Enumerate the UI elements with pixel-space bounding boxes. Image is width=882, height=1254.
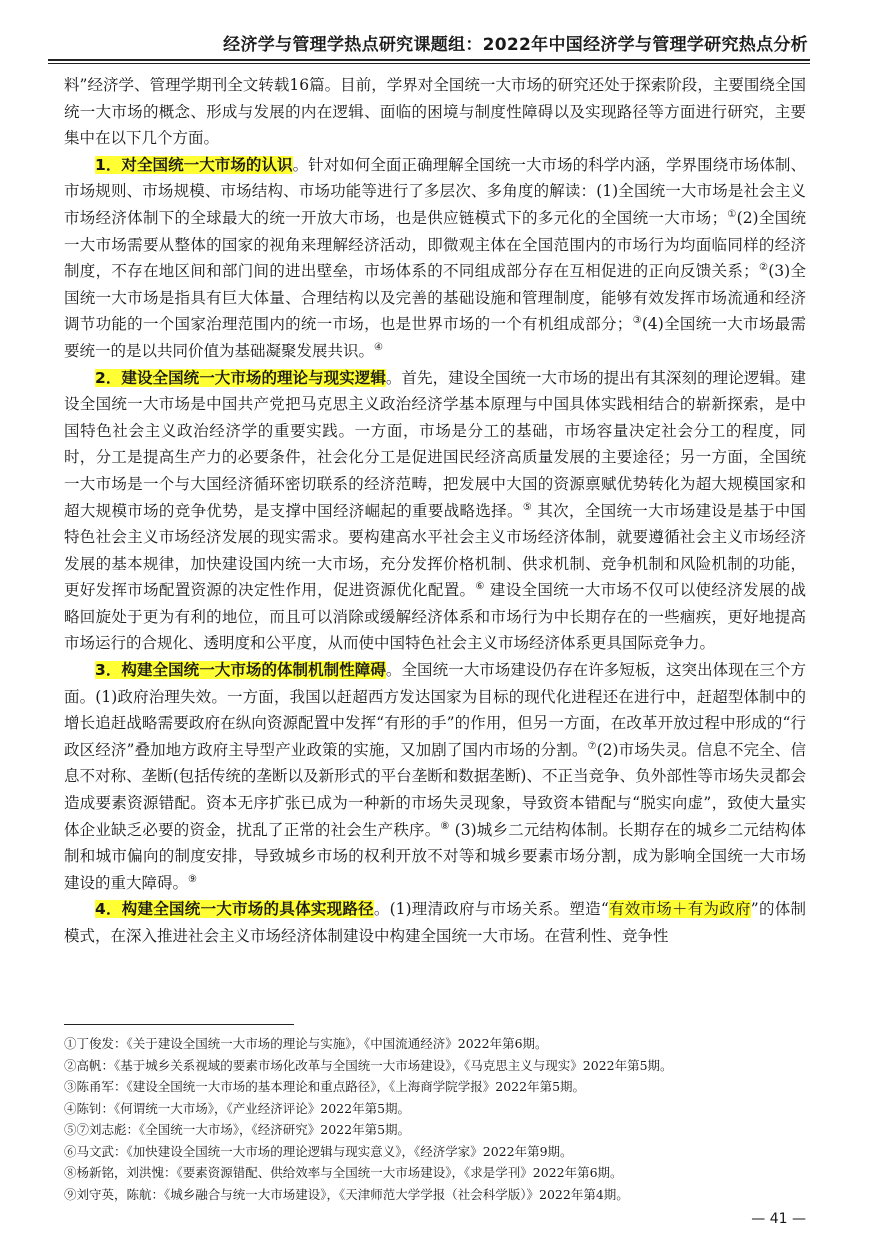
section-4-heading: 4．构建全国统一大市场的具体实现路径 bbox=[95, 900, 374, 919]
section-2-text-a: 。首先，建设全国统一大市场的提出有其深刻的理论逻辑。建设全国统一大市场是中国共产党把马克思主义政治经济学基本原理与中国具体实践相结合的崭新探索，是中国特色社会主义政治经济学的重要实践。一方面，市场是分工的基础，市场容量决定社会分工的程度，同时，分工是提高生产力的必要条件，社会化分工是促进国民经济高质量发展的主要途径；另一方面，全国统一大市场是一个与大国经济循环密切联系的经济范畴，把发展中大国的资源禀赋优势转化为超大规模国家和超大规模市场的竞争优势，是支撑中国经济崛起的重要战略选择。 bbox=[64, 368, 806, 520]
article-body bbox=[64, 72, 806, 950]
footnote-8: ⑨刘守英，陈航：《城乡融合与统一大市场建设》，《天津师范大学学报（社会科学版）》2022年第4期。 bbox=[64, 1186, 629, 1202]
intro-paragraph: 料”经济学、管理学期刊全文转载16篇。目前，学界对全国统一大市场的研究还处于探索阶段，主要围绕全国统一大市场的概念、形成与发展的内在逻辑、面临的困境与制度性障碍以及实现路径等方面进行研究，主要集中在以下几个方面。 bbox=[64, 76, 806, 148]
section-1-text-a: 。针对如何全面正确理解全国统一大市场的科学内涵，学界围绕市场体制、市场规则、市场规模、市场结构、市场功能等进行了多层次、多角度的解读：(1)全国统一大市场是社会主义市场经济体制下的全球最大的统一开放大市场，也是供应链模式下的多元化的全国统一大市场； bbox=[64, 155, 806, 227]
section-3-text-b: (2)市场失灵。信息不完全、信息不对称、垄断(包括传统的垄断以及新形式的平台垄断和数据垄断)、不正当竞争、负外部性等市场失灵都会造成要素资源错配。资本无序扩张已成为一种新的市场失灵现象，导致资本错配与“脱实向虚”，致使大量实体企业缺乏必要的资金，扰乱了正常的社会生产秩序。 bbox=[64, 740, 806, 839]
footnote-5: ⑤⑦刘志彪：《全国统一大市场》，《经济研究》2022年第5期。 bbox=[64, 1122, 411, 1137]
footnote-7: ⑧杨新铭，刘洪愧：《要素资源错配、供给效率与全国统一大市场建设》，《求是学刊》2022年第6期。 bbox=[64, 1165, 623, 1180]
footnotes bbox=[64, 1033, 806, 1205]
footnote-ref-2[interactable]: ② bbox=[758, 262, 769, 273]
section-1-text-b: (2)全国统一大市场需要从整体的国家的视角来理解经济活动，即微观主体在全国范围内的市场行为均面临同样的经济制度，不存在地区间和部门间的进出壁垒，市场体系的不同组成部分存在互相促进的正向反馈关系； bbox=[64, 208, 806, 281]
header-rule bbox=[48, 59, 810, 61]
section-2-heading: 2．建设全国统一大市场的理论与现实逻辑 bbox=[95, 368, 386, 387]
section-1-text-c: (3)全国统一大市场是指具有巨大体量、合理结构以及完善的基础设施和管理制度，能够有效发挥市场流通和经济调节功能的一个国家治理范围内的统一市场，也是世界市场的一个有机组成部分； bbox=[64, 262, 806, 334]
footnote-ref-5[interactable]: ⑤ bbox=[522, 501, 533, 513]
section-4-highlight: 有效市场＋有为政府 bbox=[608, 900, 751, 919]
running-header: 经济学与管理学热点研究课题组：2022年中国经济学与管理学研究热点分析 bbox=[223, 35, 808, 55]
footnote-ref-1[interactable]: ① bbox=[727, 208, 737, 220]
footnote-6: ⑥马文武：《加快建设全国统一大市场的理论逻辑与现实意义》，《经济学家》2022年第9期。 bbox=[64, 1143, 573, 1159]
section-4-text-a: 。(1)理清政府与市场关系。塑造“ bbox=[373, 900, 609, 919]
footnote-ref-7[interactable]: ⑦ bbox=[587, 740, 597, 752]
section-4-paragraph bbox=[64, 896, 806, 949]
section-2-text-c: 建设全国统一大市场不仅可以使经济发展的战略回旋处于更为有利的地位，而且可以消除或缓解经济体系和市场行为中长期存在的一些痼疾，更好地提高市场运行的合规化、透明度和公平度，从而使中国特色社会主义市场经济体系更具国际竞争力。 bbox=[64, 581, 806, 653]
section-1-text-d: (4)全国统一大市场最需要统一的是以共同价值为基础凝聚发展共识。 bbox=[64, 315, 806, 360]
footnote-ref-6[interactable]: ⑥ bbox=[475, 581, 485, 593]
header-rule-thin bbox=[48, 63, 810, 64]
section-2-paragraph bbox=[64, 365, 806, 658]
footnote-3: ③陈甬军：《建设全国统一大市场的基本理论和重点路径》，《上海商学院学报》2022年第5期。 bbox=[64, 1079, 586, 1094]
section-3-heading: 3．构建全国统一大市场的体制机制性障碍 bbox=[95, 661, 386, 680]
section-4-text-b: ”的体制模式，在深入推进社会主义市场经济体制建设中构建全国统一大市场。在营利性、竞争性 bbox=[64, 900, 806, 945]
footnote-ref-3[interactable]: ③ bbox=[632, 315, 642, 327]
footnote-ref-9[interactable]: ⑨ bbox=[188, 873, 197, 885]
section-2-text-b: 其次，全国统一大市场建设是基于中国特色社会主义市场经济发展的现实需求。要构建高水平社会主义市场经济体制，就要遵循社会主义市场经济发展的基本规律，加快建设国内统一大市场，充分发挥价格机制、供求机制、竞争机制和风险机制的功能，更好发挥市场配置资源的决定性作用，促进资源优化配置。 bbox=[64, 501, 806, 600]
section-1-heading: 1．对全国统一大市场的认识 bbox=[95, 155, 293, 174]
footnote-ref-4[interactable]: ④ bbox=[374, 341, 383, 353]
footnote-1: ①丁俊发：《关于建设全国统一大市场的理论与实施》，《中国流通经济》2022年第6期。 bbox=[64, 1036, 548, 1051]
section-3-paragraph bbox=[64, 657, 806, 896]
page-number: — 41 — bbox=[751, 1211, 806, 1227]
section-1-paragraph bbox=[64, 152, 806, 365]
section-3-text-c: (3)城乡二元结构体制。长期存在的城乡二元结构体制和城市偏向的制度安排，导致城乡市场的权利开放不对等和城乡要素市场分割，成为影响全国统一大市场建设的重大障碍。 bbox=[64, 820, 806, 892]
footnote-4: ④陈钊：《何谓统一大市场》，《产业经济评论》2022年第5期。 bbox=[64, 1100, 411, 1116]
footnote-rule bbox=[64, 1024, 294, 1025]
footnote-2: ②高帆：《基于城乡关系视域的要素市场化改革与全国统一大市场建设》，《马克思主义与现实》2022年第5期。 bbox=[64, 1057, 673, 1073]
section-3-text-a: 。全国统一大市场建设仍存在许多短板，这突出体现在三个方面。(1)政府治理失效。一方面，我国以赶超西方发达国家为目标的现代化进程还在进行中，赶超型体制中的增长追赶战略需要政府在纵向资源配置中发挥“有形的手”的作用，但另一方面，在改革开放过程中形成的“行政区经济”叠加地方政府主导型产业政策的实施，又加剧了国内市场的分割。 bbox=[64, 661, 806, 759]
footnote-ref-8[interactable]: ⑧ bbox=[440, 820, 450, 832]
